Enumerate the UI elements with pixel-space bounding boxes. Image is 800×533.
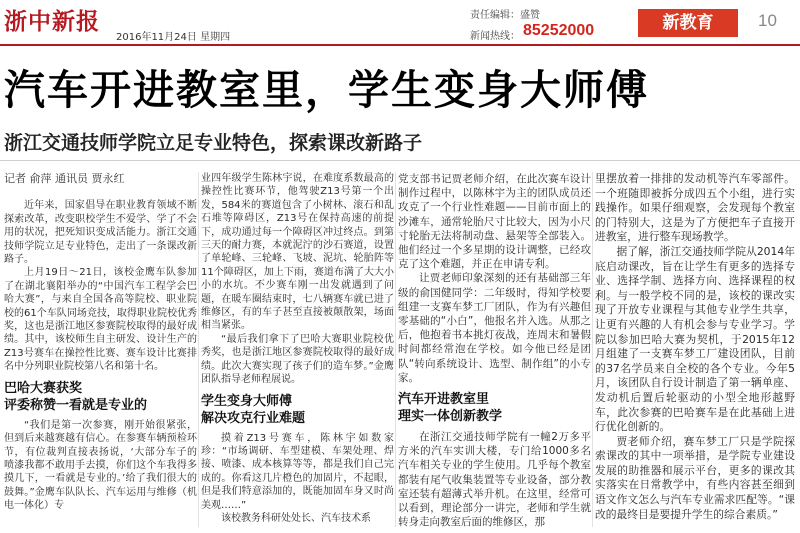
- section-heading: [398, 391, 591, 425]
- article-column-2: [201, 172, 394, 525]
- paragraph: 在浙江交通技师学院有一幢2万多平方米的汽车实训大楼，专门给1000多名汽车相关专业的学生使用。几乎每个教室都装有尾气收集装置等专业设备，部分教室还装有超薄式举升机。在这里，经常可以看到，理论部分一讲完，老师和学生就转身走向教室后面的维修区，那: [398, 431, 591, 529]
- section-heading-line: 汽车开进教室里: [398, 392, 490, 408]
- page-number: 10: [758, 11, 777, 30]
- paragraph: “最后我们拿下了巴哈大赛职业院校优秀奖，也是浙江地区参赛院校取得的最好成绩。此次大赛实现了孩子们的造车梦。”金鹰团队指导老师程展说。: [201, 333, 394, 386]
- paragraph: 业四年级学生陈林宇说，在难度系数最高的操控性比赛环节，他驾驶Z13号第一个出发，584米的赛道包含了小树林、滚石和乱石堆等障碍区，Z13号在保持高速的前提下，成功通过每一个障碍区冲过终点。到第三天的耐力赛，本就泥泞的沙石赛道，设置了单轮峰、三轮峰、飞坡、泥坑、轮胎阵等11个障碍区，加上下雨，赛道布满了大大小小的水坑。不少赛车刚一出发就遇到了问题，在暖车圈结束时，七八辆赛车就已进了维修区，有的车子甚至直接被颠散架，场面相当紧张。: [201, 173, 394, 332]
- paragraph: 贾老师介绍，赛车梦工厂只是学院探索课改的其中一项举措，是学院专业建设发展的助推器和展示平台，更多的课改其实落实在日常教学中，有些内容甚至细到语文作文怎么与汽车专业需求匹配等。“课改的最终目是要提升学生的综合素质。”: [595, 434, 795, 521]
- article-column-3: [398, 172, 591, 529]
- paragraph: 摸着Z13号赛车，陈林宇如数家珍：“市场调研、车型建模、车架处理、焊接、喷漆、成本核算等等，都是我们自己完成的。你看这几片橙色的加固片，不起眼，但是我们特意添加的，既能加固车身又时尚美观……”: [201, 432, 394, 511]
- paragraph: 里摆放着一排排的发动机等汽车零部件。一个班随即被拆分成四五个小组，进行实践操作。如果仔细观察，会发现每个教室的门特别大，这是为了方便把车子直接开进教室，进行整车现场教学。: [595, 172, 795, 244]
- column-divider: [198, 172, 199, 527]
- paragraph: 据了解，浙江交通技师学院从2014年底启动课改，旨在让学生有更多的选择专业、选择学制、选择方向、选择课程的权利。与一般学校不同的是，该校的课改实现了开放专业课程与其他专业学生共享，让更有兴趣的人有机会参与专业学习。学院以参加巴哈大赛为契机，于2015年12月组建了一支赛车梦工厂建设团队，目前的37名学员来自全校的各个专业。今年5月，该团队自行设计制造了第一辆单座、发动机后置后轮驱动的小型全地形越野车，此次参赛的巴哈赛车是在此基础上进行优化创新的。: [595, 244, 795, 434]
- news-hotline-label: 新闻热线：: [470, 31, 520, 42]
- section-heading: [201, 393, 394, 427]
- responsible-editor: 责任编辑：盛赞: [470, 10, 540, 21]
- news-hotline-number: 85252000: [523, 22, 595, 39]
- paragraph: 该校教务科研处处长、汽车技术系: [221, 512, 371, 524]
- masthead-divider: [0, 44, 800, 46]
- article-headline: 汽车开进教室里，学生变身大师傅: [4, 66, 649, 114]
- headline-divider: [0, 160, 800, 161]
- paragraph: 党支部书记贾老师介绍，在此次赛车设计制作过程中，以陈林宇为主的团队成员还攻克了一个行业性难题——目前市面上的沙滩车，通常轮胎尺寸比较大，因为小尺寸轮胎无法将制动盘、悬架等全部装入。他们经过一个多星期的设计调整，已经攻克了这个难题，并正在申请专利。: [398, 173, 591, 271]
- paragraph: 让贾老师印象深刻的还有基础部三年级的俞国健同学：二年级时，得知学校要组建一支赛车梦工厂团队，作为有兴趣但零基础的“小白”，他报名并入选。从那之后，他抱着书本挑灯夜战，连周末和暑假时间都经常泡在学校。如今他已经是团队“转向系统设计、选型、制作组”的小专家。: [398, 272, 591, 384]
- issue-date: 2016年11月24日 星期四: [116, 32, 231, 43]
- section-heading-line: 解决攻克行业难题: [201, 410, 306, 426]
- column-divider: [395, 172, 396, 527]
- section-heading-line: 学生变身大师傅: [201, 393, 293, 409]
- article-column-4: [595, 172, 795, 522]
- section-heading-line: 评委称赞一看就是专业的: [4, 397, 148, 413]
- article-column-1: [4, 172, 197, 513]
- section-heading-line: 理实一体创新教学: [398, 409, 503, 425]
- paragraph: 上月19日～21日，该校金鹰车队参加了在湖北襄阳举办的“中国汽车工程学会巴哈大赛”，与来自全国各高等院校、职业院校的61个车队同场竞技，取得职业院校优秀奖，这也是浙江地区参赛院校取得的最好成绩。其中，该校师生自主研发、设计生产的Z13号赛车在操控性比赛、赛车设计比赛排名中分列职业院校第八名和第十名。: [4, 267, 197, 373]
- section-heading-line: 巴哈大赛获奖: [4, 380, 83, 396]
- section-heading: [4, 380, 197, 414]
- article-subheadline: 浙江交通技师学院立足专业特色，探索课改新路子: [4, 132, 423, 154]
- column-divider: [592, 172, 593, 527]
- paragraph: “我们是第一次参赛，刚开始很紧张，但到后来越赛越有信心。在参赛车辆预检环节，有位裁判直接表扬说，‘大部分车子的喷漆我都不敢用手去摸，你们这个车我得多摸几下，一看就是专业的。’给了我们很大的鼓舞。”金鹰车队队长、汽车运用与维修（机电一体化）专: [4, 419, 197, 512]
- newspaper-logo: 浙中新报: [4, 8, 100, 35]
- masthead: [0, 0, 800, 46]
- section-tab: 新教育: [638, 9, 738, 37]
- paragraph: 近年来，国家倡导在职业教育领域不断探索改革，改变职校学生不爱学、学了不会用的状况，把死知识变成活能力。浙江交通技师学院立足专业特色，走出了一条课改新路子。: [4, 200, 197, 266]
- byline: 记者 俞萍 通讯员 贾永红: [4, 172, 125, 185]
